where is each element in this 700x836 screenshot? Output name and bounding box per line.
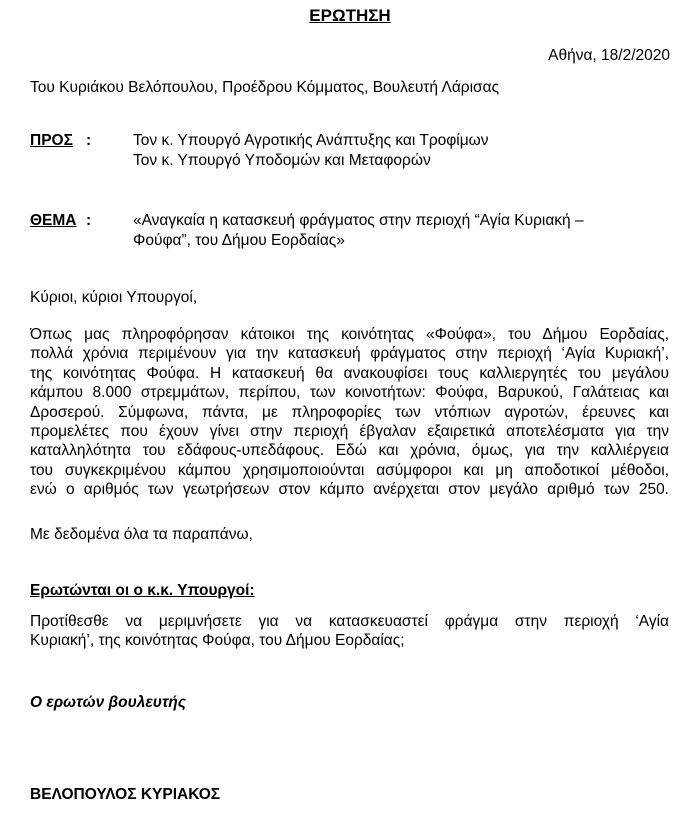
document-title: ΕΡΩΤΗΣΗ bbox=[309, 6, 391, 25]
body-line: Όπως μας πληροφόρησαν κάτοικοι της κοινότητας «Φούφα», του Δήμου Εορδαίας, bbox=[30, 326, 669, 343]
author-line: Του Κυριάκου Βελόπουλου, Προέδρου Κόμματος, Βουλευτή Λάρισας bbox=[30, 79, 500, 96]
to-colon: : bbox=[86, 132, 92, 149]
recipient-line: Τον κ. Υπουργό Υποδομών και Μεταφορών bbox=[133, 152, 431, 169]
subject-colon: : bbox=[86, 212, 92, 229]
given-line: Με δεδομένα όλα τα παραπάνω, bbox=[30, 526, 253, 543]
subject-line: «Αναγκαία η κατασκευή φράγματος στην περιοχή “Αγία Κυριακή – bbox=[133, 212, 584, 229]
body-line: ενώ ο αριθμός των γεωτρήσεων στον κάμπο ανέρχεται στον μεγάλο αριθμό των 250. bbox=[30, 481, 669, 499]
body-line: καταλληλότητα του εδάφους-υπεδάφους. Εδώ και χρόνια, όμως, για την καλλιέργεια bbox=[30, 442, 669, 460]
body-line: του συγκεκριμένου κάμπου χρησιμοποιούνται ασύμφοροι και μη αποδοτικοί μέθοδοι, bbox=[30, 461, 669, 479]
subject-line: Φούφα”, του Δήμου Εορδαίας» bbox=[133, 232, 345, 249]
body-paragraph bbox=[30, 325, 669, 500]
question-line: Προτίθεσθε να μεριμνήσετε για να κατασκευαστεί φράγμα στην περιοχή ‘Αγία bbox=[30, 613, 669, 630]
question-line: Κυριακή’, της κοινότητας Φούφα, του Δήμου Εορδαίας; bbox=[30, 632, 405, 650]
subject-label: ΘΕΜΑ bbox=[30, 212, 77, 229]
body-line: κάμπου 8.000 στρεμμάτων, περίπου, των κοινοτήτων: Φούφα, Βαρυκού, Γαλάτειας και bbox=[30, 384, 669, 402]
signer-name: ΒΕΛΟΠΟΥΛΟΣ ΚΥΡΙΑΚΟΣ bbox=[30, 786, 221, 803]
to-label: ΠΡΟΣ bbox=[30, 132, 73, 149]
body-line: πολλά χρόνια περιμένουν για την κατασκευή φράγματος στην περιοχή ‘Αγία Κυριακή’, bbox=[30, 345, 669, 363]
question-heading: Ερωτώνται οι ο κ.κ. Υπουργοί: bbox=[30, 582, 255, 599]
signer-role: Ο ερωτών βουλευτής bbox=[30, 694, 187, 711]
body-line: της κοινότητας Φούφα. Η κατασκευή θα ανακουφίσει τους καλλιεργητές του μεγάλου bbox=[30, 364, 669, 382]
question-paragraph bbox=[30, 612, 669, 651]
body-line: Δροσερού. Σύμφωνα, πάντα, με πληροφορίες των ντόπιων αγροτών, έρευνες και bbox=[30, 403, 669, 421]
recipient-line: Τον κ. Υπουργό Αγροτικής Ανάπτυξης και Τροφίμων bbox=[133, 132, 489, 149]
date-line: Αθήνα, 18/2/2020 bbox=[548, 47, 670, 64]
body-line: προμελέτες που έχουν γίνει στην περιοχή έβγαλαν εξαιρετικά αποτελέσματα για την bbox=[30, 422, 669, 440]
salutation: Κύριοι, κύριοι Υπουργοί, bbox=[30, 289, 198, 306]
